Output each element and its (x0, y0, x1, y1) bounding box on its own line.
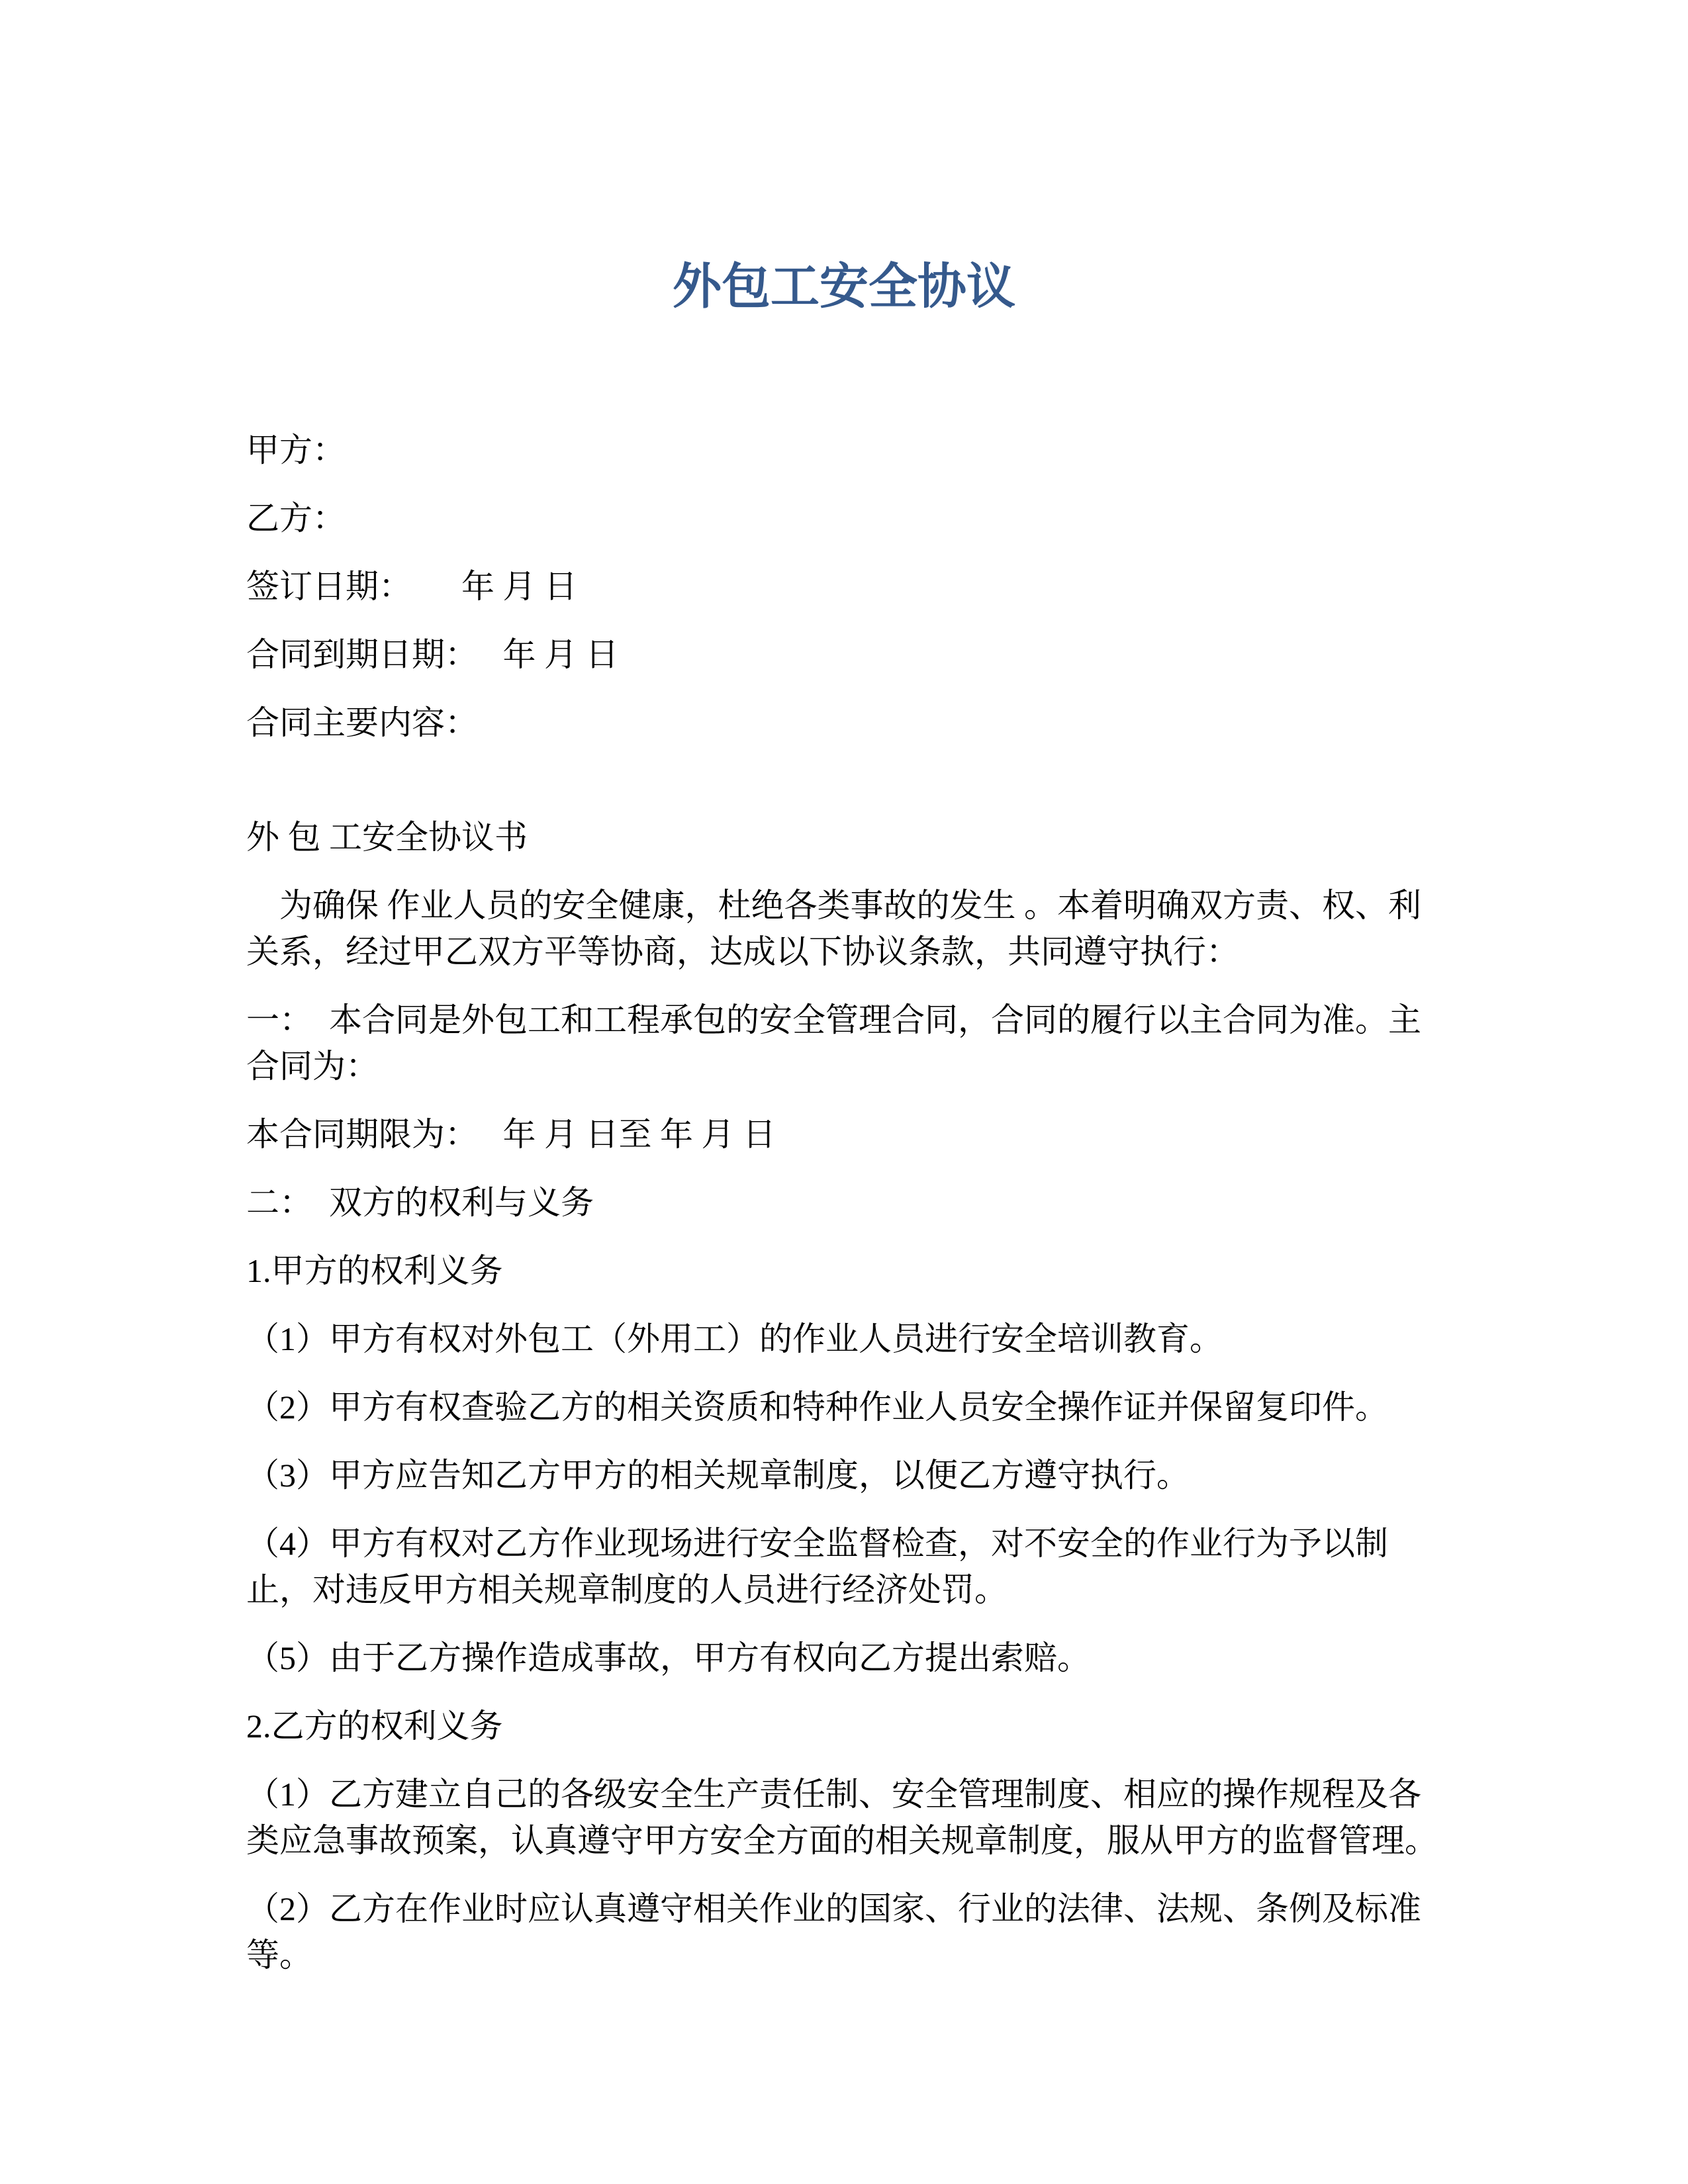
document-subtitle: 外 包 工安全协议书 (246, 819, 528, 856)
item-party-a-5-claim-compensation: （5）由于乙方操作造成事故，甲方有权向乙方提出索赔。 (246, 1639, 1090, 1676)
item-party-b-2-obey-laws: （2）乙方在作业时应认真遵守相关作业的国家、行业的法律、法规、条例及标准等。 (246, 1890, 1421, 1974)
page-title: 外包工安全协议 (673, 260, 1015, 314)
field-party-a: 甲方： (246, 432, 346, 469)
item-party-b-1-safety-system: （1）乙方建立自己的各级安全生产责任制、安全管理制度、相应的操作规程及各类应急事故预案，认真遵守甲方安全方面的相关规章制度，服从甲方的监督管理。 (246, 1776, 1438, 1859)
field-expiry-date: 合同到期日期： 年 月 日 (246, 636, 619, 673)
item-party-a-3-inform-rules: （3）甲方应告知乙方甲方的相关规章制度，以便乙方遵守执行。 (246, 1457, 1190, 1494)
clause-one-main-contract: 一： 本合同是外包工和工程承包的安全管理合同，合同的履行以主合同为准。主合同为： (246, 1001, 1421, 1085)
field-main-content: 合同主要内容： (246, 704, 478, 741)
item-party-a-1-training: （1）甲方有权对外包工（外用工）的作业人员进行安全培训教育。 (246, 1320, 1223, 1357)
item-party-a-4-site-supervision: （4）甲方有权对乙方作业现场进行安全监督检查，对不安全的作业行为予以制止，对违反甲方相关规章制度的人员进行经济处罚。 (246, 1525, 1388, 1608)
section-party-a-rights-heading: 1.甲方的权利义务 (246, 1252, 503, 1289)
clause-two-heading-rights-duties: 二： 双方的权利与义务 (246, 1184, 594, 1221)
clause-contract-term: 本合同期限为： 年 月 日至 年 月 日 (246, 1116, 776, 1153)
item-party-a-2-qualification-check: （2）甲方有权查验乙方的相关资质和特种作业人员安全操作证并保留复印件。 (246, 1388, 1388, 1426)
section-party-b-rights-heading: 2.乙方的权利义务 (246, 1707, 503, 1745)
field-sign-date: 签订日期： 年 月 日 (246, 568, 577, 605)
paragraph-intro: 为确保 作业人员的安全健康，杜绝各类事故的发生 。本着明确双方责、权、利关系，经过甲乙双方平等协商，达成以下协议条款，共同遵守执行： (246, 887, 1421, 970)
field-party-b: 乙方： (246, 500, 346, 537)
